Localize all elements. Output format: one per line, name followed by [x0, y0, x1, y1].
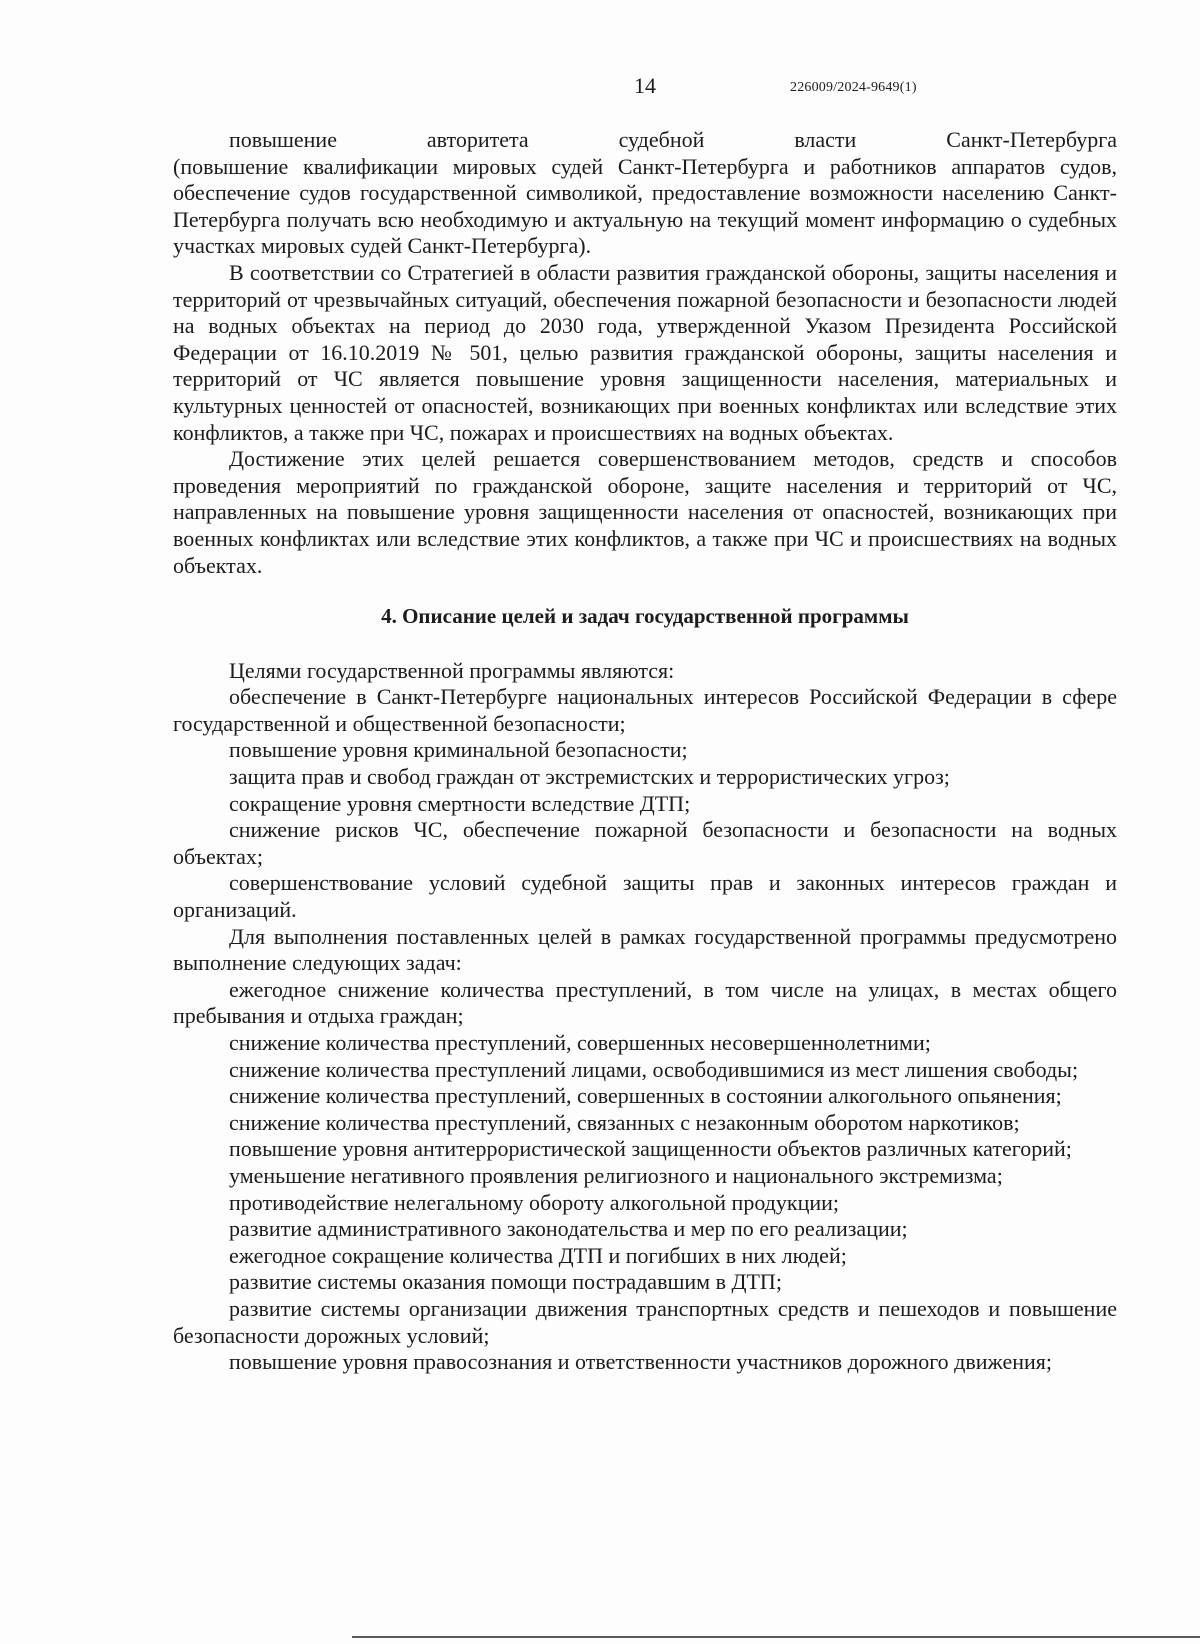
task-item: снижение количества преступлений, связанных с незаконным оборотом наркотиков;	[229, 1109, 1020, 1135]
goal-item: совершенствование условий судебной защиты прав и законных интересов граждан и организаций.	[173, 870, 1117, 923]
task-item: развитие системы оказания помощи пострадавшим в ДТП;	[229, 1269, 782, 1295]
task-item: уменьшение негативного проявления религиозного и национального экстремизма;	[229, 1162, 1003, 1188]
page-number: 14	[634, 73, 656, 98]
goal-item: сокращение уровня смертности вследствие ДТП;	[229, 790, 691, 816]
task-item: развитие системы организации движения транспортных средств и пешеходов и повышение безопасности дорожных условий;	[173, 1295, 1117, 1348]
paragraph: (повышение квалификации мировых судей Санкт-Петербурга и работников аппаратов судов, обеспечение судов государственной символикой, предоставление возможности населению Санкт-Петербурга получать всю необходимую и актуальную на текущий момент информацию о судебных участках мировых судей Санкт-Петербурга).	[173, 153, 1117, 259]
task-item: снижение количества преступлений лицами, освободившимися из мест лишения свободы;	[229, 1056, 1079, 1082]
scan-edge-line	[352, 1636, 1200, 1638]
document-body	[173, 127, 1117, 1376]
tasks-intro: Для выполнения поставленных целей в рамках государственной программы предусмотрено выполнение следующих задач:	[173, 923, 1117, 976]
task-item: повышение уровня антитеррористической защищенности объектов различных категорий;	[229, 1136, 1072, 1162]
task-item: развитие административного законодательства и мер по его реализации;	[229, 1216, 908, 1242]
task-item: ежегодное сокращение количества ДТП и погибших в них людей;	[229, 1242, 847, 1268]
task-item: противодействие нелегальному обороту алкогольной продукции;	[229, 1189, 839, 1215]
paragraph: Достижение этих целей решается совершенствованием методов, средств и способов проведения мероприятий по гражданской обороне, защите населения и территорий от ЧС, направленных на повышение уровня защищенности населения от опасностей, возникающих при военных конфликтах или вследствие этих конфликтов, а также при ЧС и происшествиях на водных объектах.	[173, 446, 1117, 578]
task-item: снижение количества преступлений, совершенных несовершеннолетними;	[229, 1030, 931, 1055]
paragraph: В соответствии со Стратегией в области развития гражданской обороны, защиты населения и территорий от чрезвычайных ситуаций, обеспечения пожарной безопасности и безопасности людей на водных объектах на период до 2030 года, утвержденной Указом Президента Российской Федерации от 16.10.2019 № 501, целью развития гражданской обороны, защиты населения и территорий от ЧС является повышение уровня защищенности населения, материальных и культурных ценностей от опасностей, возникающих при военных конфликтах или вследствие этих конфликтов, а также при ЧС, пожарах и происшествиях на водных объектах.	[173, 259, 1117, 445]
goal-item: обеспечение в Санкт-Петербурге национальных интересов Российской Федерации в сфере государственной и общественной безопасности;	[173, 684, 1117, 736]
task-item: повышение уровня правосознания и ответственности участников дорожного движения;	[229, 1349, 1052, 1375]
paragraph: повышение авторитета судебной власти Санкт-Петербурга	[229, 127, 1117, 152]
task-item: ежегодное снижение количества преступлений, в том числе на улицах, в местах общего пребывания и отдыха граждан;	[173, 976, 1117, 1029]
goal-item: повышение уровня криминальной безопасности;	[229, 737, 688, 763]
section-heading: 4. Описание целей и задач государственной программы	[381, 604, 909, 629]
goals-intro: Целями государственной программы являются:	[229, 657, 675, 683]
document-id: 226009/2024-9649(1)	[790, 80, 917, 95]
goal-item: защита прав и свобод граждан от экстремистских и террористических угроз;	[229, 764, 950, 790]
task-item: снижение количества преступлений, совершенных в состоянии алкогольного опьянения;	[229, 1083, 1062, 1109]
goal-item: снижение рисков ЧС, обеспечение пожарной безопасности и безопасности на водных объектах;	[173, 817, 1117, 869]
